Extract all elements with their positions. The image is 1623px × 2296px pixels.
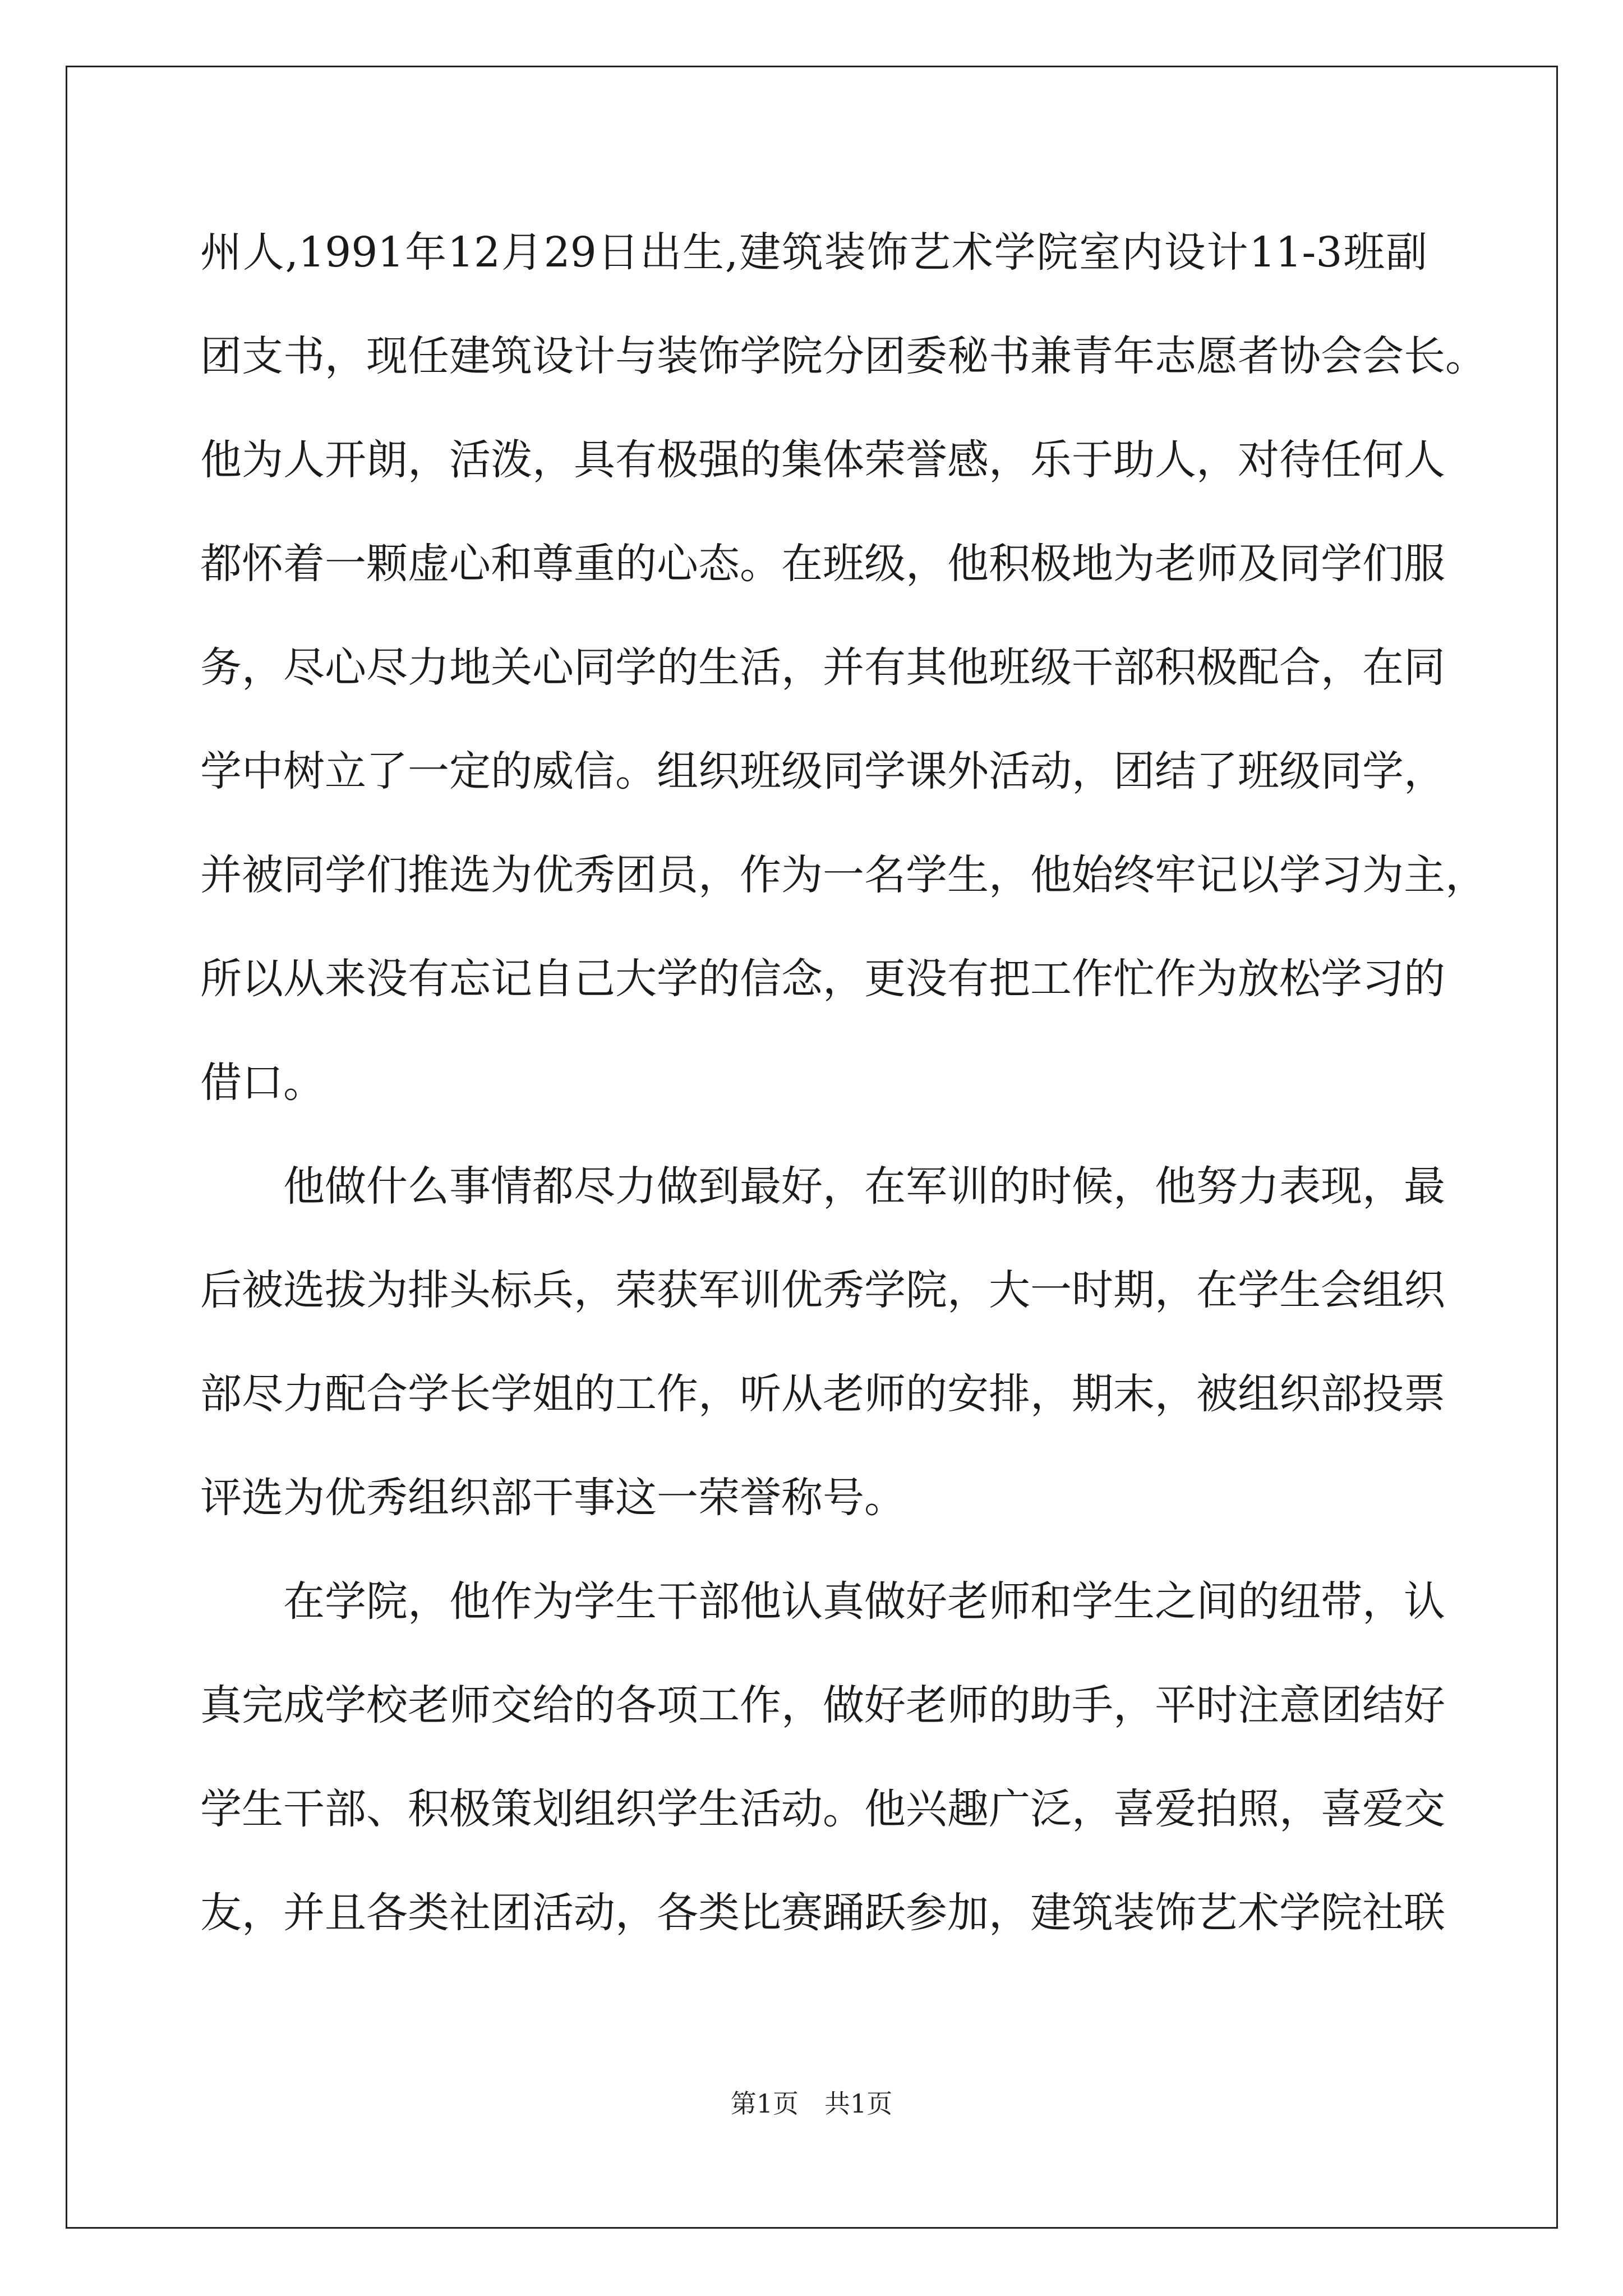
text-line: 后被选拔为排头标兵，荣获军训优秀学院，大一时期，在学生会组织 bbox=[200, 1266, 1445, 1314]
text-line: 学生干部、积极策划组织学生活动。他兴趣广泛，喜爱拍照，喜爱交 bbox=[200, 1785, 1445, 1833]
text-line: 在学院，他作为学生干部他认真做好老师和学生之间的纽带，认 bbox=[283, 1577, 1445, 1626]
text-line: 州人,1991年12月29日出生,建筑装饰艺术学院室内设计11-3班副 bbox=[200, 228, 1427, 277]
text-line: 团支书，现任建筑设计与装饰学院分团委秘书兼青年志愿者协会会长。 bbox=[200, 332, 1487, 380]
text-line: 并被同学们推选为优秀团员，作为一名学生，他始终牢记以学习为主， bbox=[200, 851, 1487, 899]
text-line: 学中树立了一定的威信。组织班级同学课外活动，团结了班级同学， bbox=[200, 747, 1445, 795]
text-line: 友，并且各类社团活动，各类比赛踊跃参加，建筑装饰艺术学院社联 bbox=[200, 1889, 1445, 1937]
text-line: 评选为优秀组织部干事这一荣誉称号。 bbox=[200, 1474, 906, 1522]
text-line: 都怀着一颗虚心和尊重的心态。在班级，他积极地为老师及同学们服 bbox=[200, 540, 1445, 588]
text-line: 所以从来没有忘记自己大学的信念，更没有把工作忙作为放松学习的 bbox=[200, 955, 1445, 1003]
text-line: 真完成学校老师交给的各项工作，做好老师的助手，平时注意团结好 bbox=[200, 1681, 1445, 1729]
text-line: 他做什么事情都尽力做到最好，在军训的时候，他努力表现，最 bbox=[283, 1162, 1445, 1211]
text-line: 部尽力配合学长学姐的工作，听从老师的安排，期末，被组织部投票 bbox=[200, 1370, 1445, 1418]
page-footer: 第1页 共1页 bbox=[730, 2088, 893, 2119]
text-line: 借口。 bbox=[200, 1059, 325, 1107]
text-line: 他为人开朗，活泼，具有极强的集体荣誉感，乐于助人，对待任何人 bbox=[200, 436, 1445, 484]
text-line: 务，尽心尽力地关心同学的生活，并有其他班级干部积极配合，在同 bbox=[200, 643, 1445, 692]
